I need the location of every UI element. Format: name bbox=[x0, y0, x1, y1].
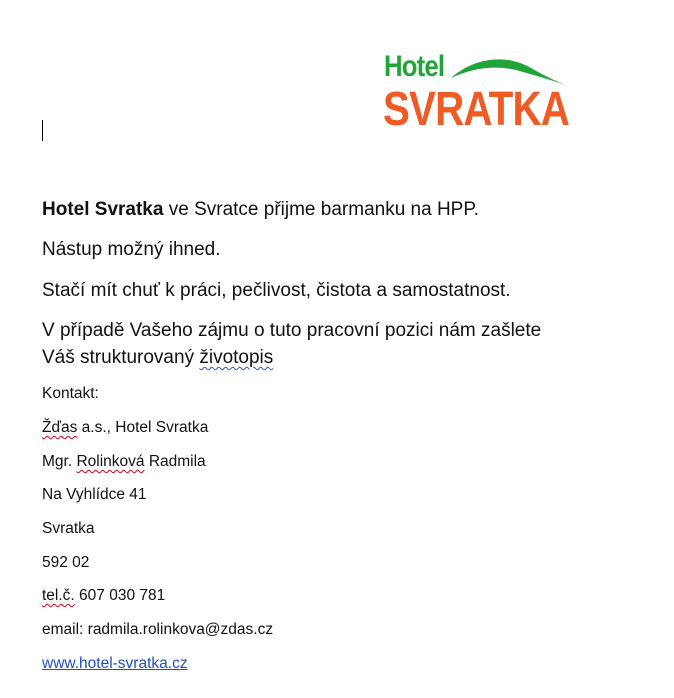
ad-line-1 bbox=[42, 199, 662, 221]
ad-line-4: V případě Vašeho zájmu o tuto pracovní pozici nám zašlete bbox=[42, 320, 542, 341]
website-link[interactable]: www.hotel-svratka.cz bbox=[42, 655, 188, 672]
hotel-name-bold: Hotel Svratka bbox=[42, 199, 164, 220]
ad-line-5-start: Váš strukturovaný bbox=[42, 347, 200, 368]
contact-company bbox=[42, 419, 662, 437]
person-first-name: Radmila bbox=[144, 453, 206, 470]
zivotopis-word: životopis bbox=[199, 347, 274, 368]
contact-heading: Kontakt: bbox=[42, 385, 99, 402]
contact-email: email: radmila.rolinkova@zdas.cz bbox=[42, 621, 274, 638]
ad-line-1-rest: ve Svratce přijme barmanku na HPP. bbox=[163, 199, 479, 220]
company-name-word: Žďas bbox=[42, 419, 78, 436]
text-cursor bbox=[42, 120, 43, 141]
hotel-svratka-logo bbox=[383, 52, 573, 138]
person-surname: Rolinková bbox=[76, 453, 145, 470]
contact-zip: 592 02 bbox=[42, 554, 90, 571]
contact-street: Na Vyhlídce 41 bbox=[42, 486, 147, 503]
logo-svratka-text: SVRATKA bbox=[383, 83, 570, 136]
phone-label: tel.č. bbox=[42, 587, 75, 604]
ad-line-3: Stačí mít chuť k práci, pečlivost, čistota a samostatnost. bbox=[42, 280, 511, 301]
logo-hotel-text: Hotel bbox=[384, 50, 445, 83]
contact-phone bbox=[42, 587, 662, 605]
contact-city: Svratka bbox=[42, 520, 95, 537]
ad-line-2: Nástup možný ihned. bbox=[42, 239, 221, 260]
person-title: Mgr. bbox=[42, 453, 77, 470]
ad-line-5 bbox=[42, 347, 662, 369]
company-rest: a.s., Hotel Svratka bbox=[77, 419, 209, 436]
phone-number: 607 030 781 bbox=[74, 587, 166, 604]
contact-person bbox=[42, 453, 662, 471]
